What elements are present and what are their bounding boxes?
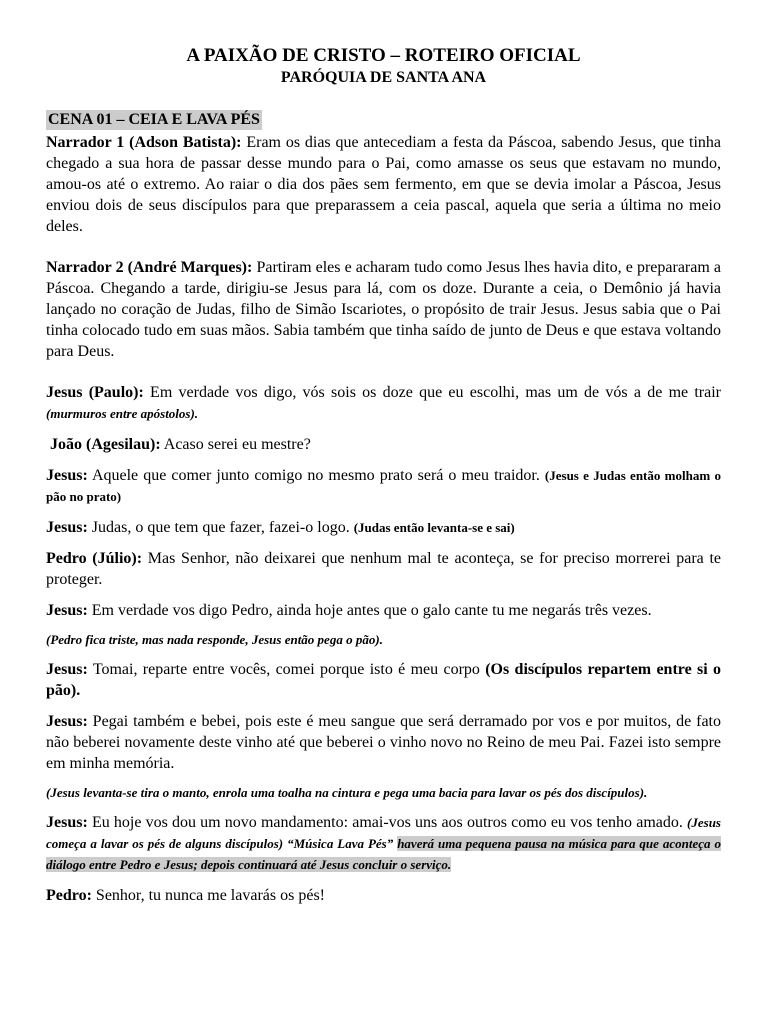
script-line [46,382,721,424]
document-subtitle: PARÓQUIA DE SANTA ANA [280,69,487,86]
speaker-name: Pedro: [46,887,92,904]
highlighted-direction: haverá uma pequena pausa na música para que aconteça o diálogo entre Pedro e Jesus; depois continuará até Jesus concluir o serviço. [46,836,721,872]
speaker-name: Pedro (Júlio): [46,550,143,567]
speaker-name: Jesus: [46,814,88,831]
dialogue-text: Aquele que comer junto comigo no mesmo prato será o meu traidor. [87,467,545,484]
script-line [46,812,721,875]
stage-direction: (Jesus começa a lavar os pés de alguns discípulos) “Música Lava Pés” [46,815,721,851]
stage-direction-line: (Pedro fica triste, mas nada responde, Jesus então pega o pão). [46,632,383,647]
dialogue-text: Tomai, reparte entre vocês, comei porque isto é meu corpo [87,661,486,678]
script-line [46,465,721,507]
scene-heading: CENA 01 – CEIA E LAVA PÉS [48,111,260,128]
stage-direction: (Jesus e Judas então molham o pão no prato) [46,468,721,504]
script-line [46,548,721,590]
stage-direction: (Os discípulos repartem entre si o pão). [46,661,722,699]
dialogue-text: Eram os dias que antecediam a festa da Páscoa, sabendo Jesus, que tinha chegado a sua hora de passar desse mundo para o Pai, como amasse os seus que estavam no mundo, amou-os até o extremo. Ao raiar o dia dos pães sem fermento, em que se devia imolar a Páscoa, Jesus enviou dois de seus discípulos para que preparassem a ceia pascal, aquela que seria a última no meio deles. [46,134,722,235]
speaker-name: Narrador 2 (André Marques): [46,259,253,276]
dialogue-text: Partiram eles e acharam tudo como Jesus lhes havia dito, e prepararam a Páscoa. Chegando a tarde, dirigiu-se Jesus para lá, com os doze. Durante a ceia, o Demônio já havia lançado no coração de Judas, filho de Simão Iscariotes, o propósito de trair Jesus. Jesus sabia que o Pai tinha colocado tudo em suas mãos. Sabia também que tinha saído de junto de Deus e que estava voltando para Deus. [46,259,722,360]
speaker-name: Jesus: [46,661,88,678]
script-line [46,711,721,774]
script-line [46,434,721,455]
stage-direction-line: (Jesus levanta-se tira o manto, enrola uma toalha na cintura e pega uma bacia para lavar os pés dos discípulos). [46,785,648,800]
speaker-name: Jesus: [46,467,88,484]
dialogue-text: Senhor, tu nunca me lavarás os pés! [91,887,325,904]
script-line [46,517,721,538]
speaker-name: Jesus: [46,602,88,619]
speaker-name: Jesus: [46,713,88,730]
speaker-name: João (Agesilau): [50,436,161,453]
dialogue-text: Pegai também e bebei, pois este é meu sangue que será derramado por vos e por muitos, de fato não beberei novamente deste vinho até que beberei o vinho novo no Reino de meu Pai. Fazei isto sempre em minha memória. [46,713,721,772]
dialogue-text: Eu hoje vos dou um novo mandamento: amai-vos uns aos outros como eu vos tenho amado. [87,814,688,831]
speaker-name: Jesus (Paulo): [46,384,144,401]
script-line [46,659,721,701]
script-page [46,44,721,916]
dialogue-text: Em verdade vos digo, vós sois os doze que eu escolhi, mas um de vós a de me trair [143,384,722,401]
dialogue-text: Acaso serei eu mestre? [160,436,311,453]
stage-direction: (Judas então levanta-se e sai) [353,520,515,535]
dialogue-text: Mas Senhor, não deixarei que nenhum mal te aconteça, se for preciso morrerei para te proteger. [46,550,722,588]
script-line [46,885,721,906]
document-title: A PAIXÃO DE CRISTO – ROTEIRO OFICIAL [186,45,581,66]
speaker-name: Jesus: [46,519,88,536]
speaker-name: Narrador 1 (Adson Batista): [46,134,242,151]
script-line [46,600,721,621]
dialogue-text: Judas, o que tem que fazer, fazei-o logo. [87,519,354,536]
dialogue-text: Em verdade vos digo Pedro, ainda hoje antes que o galo cante tu me negarás três vezes. [87,602,652,619]
script-line [46,132,721,237]
script-line [46,257,721,362]
stage-direction: (murmuros entre apóstolos). [46,406,199,421]
